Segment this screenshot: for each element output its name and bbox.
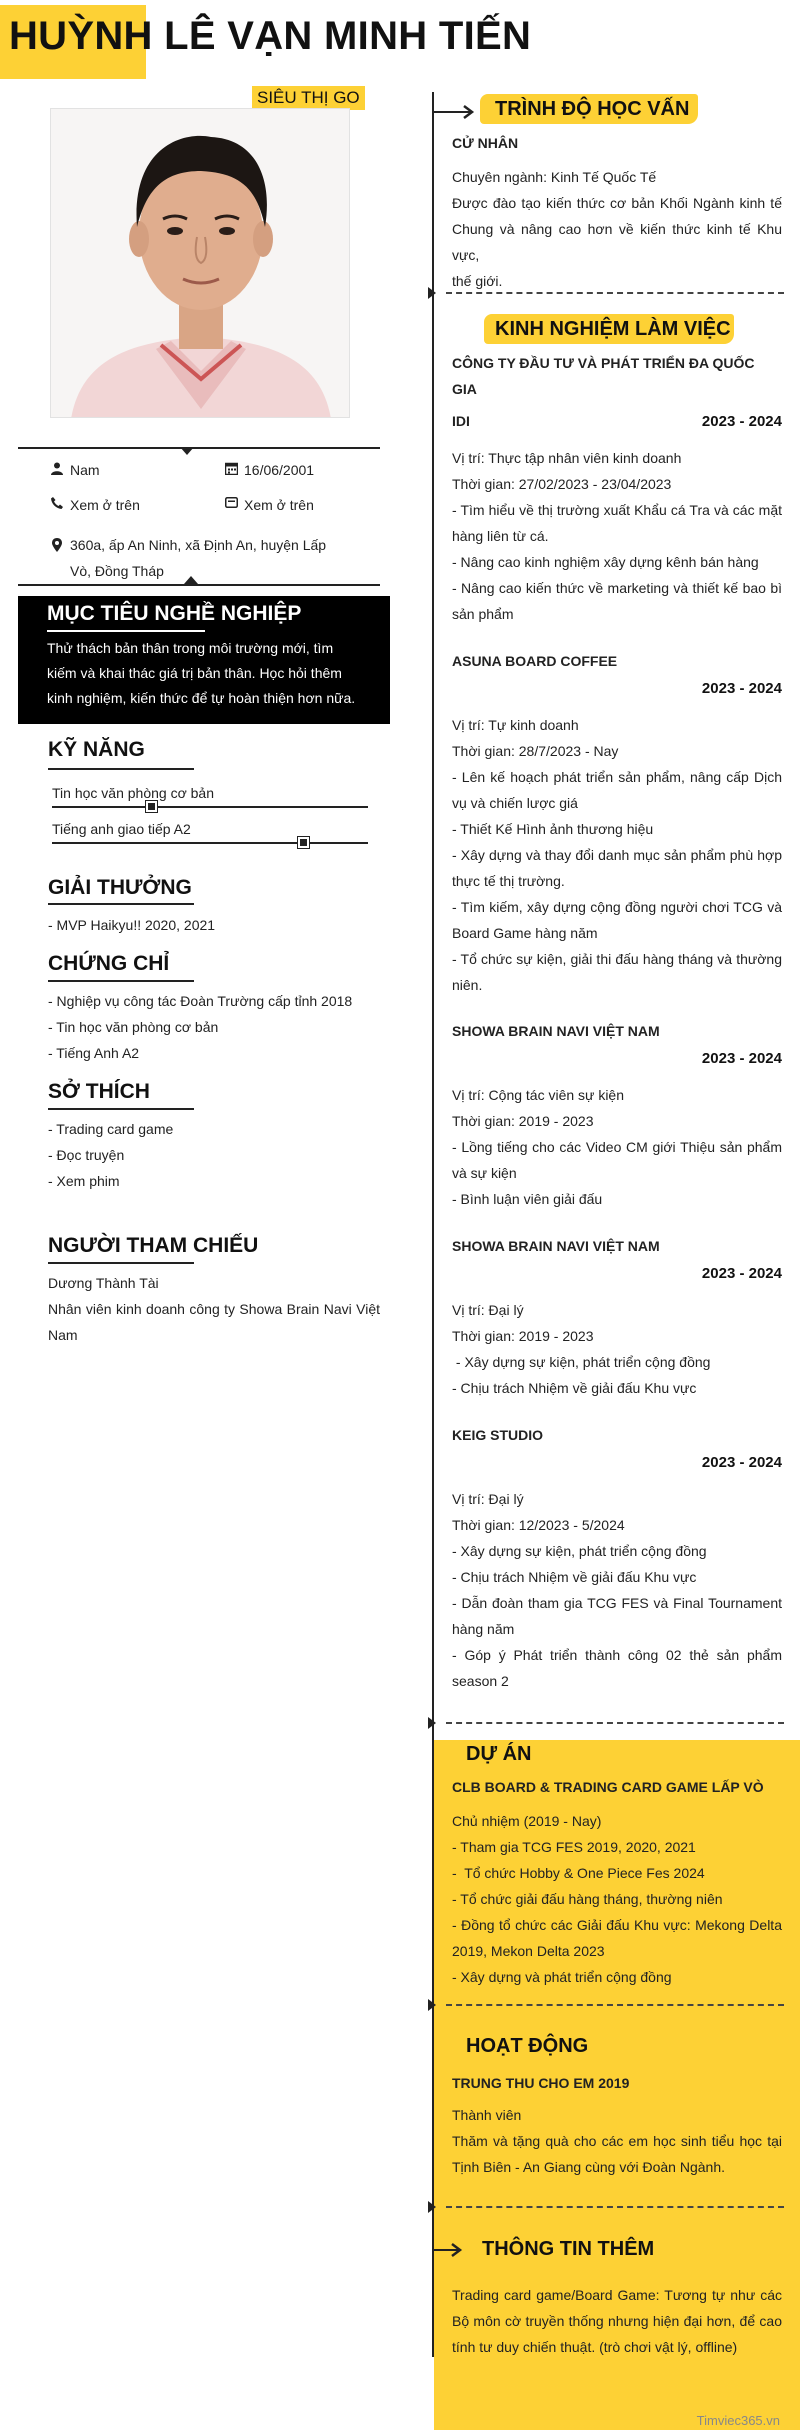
hobby-item: - Đọc truyện: [48, 1147, 125, 1163]
job-line: - Xây dựng sự kiện, phát triển cộng đồng: [452, 1543, 707, 1559]
project-line: - Tham gia TCG FES 2019, 2020, 2021: [452, 1839, 696, 1855]
title-underline: [47, 630, 205, 632]
job-line: - Lên kế hoạch phát triển sản phẩm, nâng cấp Dịch: [452, 769, 782, 785]
divider-arrow: [180, 447, 194, 455]
job-line: - Lồng tiếng cho các Video CM giới Thiệu sản phẩm: [452, 1139, 782, 1155]
more-info-text: [452, 2282, 782, 2360]
watermark: Timviec365.vn: [696, 2413, 780, 2428]
reference-line: Nam: [48, 1327, 78, 1343]
job-line: - Góp ý Phát triển thành công 02 thẻ sản phẩm: [452, 1647, 782, 1663]
reference-line: Nhân viên kinh doanh công ty Showa Brain Navi Việt: [48, 1301, 380, 1317]
hobby-item: - Xem phim: [48, 1173, 120, 1189]
activities-title: HOẠT ĐỘNG: [466, 2035, 589, 2057]
hobby-item: - Trading card game: [48, 1121, 174, 1137]
gender-value: Nam: [70, 462, 100, 478]
activity-line: Thăm và tặng quà cho các em học sinh tiểu học tại: [452, 2133, 782, 2149]
job-line: thực tế thị trường.: [452, 873, 565, 889]
job-line: Thời gian: 28/7/2023 - Nay: [452, 743, 619, 759]
project-line: Chủ nhiệm (2019 - Nay): [452, 1813, 602, 1829]
experience-title: KINH NGHIỆM LÀM VIỆC: [495, 318, 731, 340]
job-line: vụ và chiến lược giá: [452, 795, 578, 811]
dashed-divider: [446, 2206, 784, 2208]
timeline-marker: [428, 1717, 436, 1729]
job-line: season 2: [452, 1673, 509, 1689]
projects-title: DỰ ÁN: [466, 1743, 532, 1765]
divider-arrow: [184, 576, 198, 584]
timeline-line: [432, 92, 434, 2357]
skill-level-marker: [298, 837, 309, 848]
skill-label: Tiếng anh giao tiếp A2: [52, 821, 191, 837]
activity-line: Thành viên: [452, 2107, 522, 2123]
certificate-item: - Tin học văn phòng cơ bản: [48, 1019, 219, 1035]
more-info-line: Bộ môn cờ truyền thống nhưng hiện đại hơn, để cao: [452, 2313, 782, 2329]
objective-text: [47, 636, 377, 711]
more-info-line: Trading card game/Board Game: Tương tự như các: [452, 2287, 782, 2303]
project-details: [452, 1808, 782, 1990]
job-line: và sự kiện: [452, 1165, 517, 1181]
job-line: - Bình luận viên giải đấu: [452, 1191, 603, 1207]
description-line: Chung và nâng cao hơn về kiến thức kinh tế Khu vực,: [452, 221, 782, 263]
job-line: - Tổ chức sự kiện, giải thi đấu hàng tháng và thường: [452, 951, 782, 967]
reference-position: [48, 1296, 380, 1348]
job-line: Vị trí: Đại lý: [452, 1302, 524, 1318]
hobbies-title: SỞ THÍCH: [48, 1080, 150, 1103]
job-details: [452, 1082, 782, 1212]
career-objective-section: [18, 596, 390, 724]
phone-row: [44, 497, 140, 513]
title-underline: [48, 768, 194, 770]
phone-value: Xem ở trên: [70, 497, 140, 513]
job-line: Thời gian: 2019 - 2023: [452, 1328, 594, 1344]
job-company: ASUNA BOARD COFFEE: [452, 653, 618, 669]
email-value: Xem ở trên: [244, 497, 314, 513]
job-line: - Nâng cao kinh nghiệm xây dựng kênh bán hàng: [452, 554, 759, 570]
project-line: - Tổ chức giải đấu hàng tháng, thường niên: [452, 1891, 723, 1907]
job-line: - Thiết Kế Hình ảnh thương hiệu: [452, 821, 654, 837]
job-line: - Xây dựng sự kiện, phát triển cộng đồng: [452, 1354, 711, 1370]
activity-name: TRUNG THU CHO EM 2019: [452, 2075, 630, 2091]
job-company: SHOWA BRAIN NAVI VIỆT NAM: [452, 1238, 660, 1254]
reference-name: Dương Thành Tài: [48, 1275, 159, 1291]
arrow-right-icon: [432, 2242, 464, 2258]
certificate-item: - Nghiệp vụ công tác Đoàn Trường cấp tỉnh 2018: [48, 993, 353, 1009]
objective-title: MỤC TIÊU NGHỀ NGHIỆP: [47, 602, 302, 625]
person-portrait-icon: [51, 109, 350, 418]
job-line: Board Game hàng năm: [452, 925, 598, 941]
email-row: [218, 497, 314, 513]
title-underline: [48, 980, 194, 982]
job-line: sản phẩm: [452, 606, 514, 622]
timeline-marker: [428, 287, 436, 299]
job-line: - Chịu trách Nhiệm về giải đấu Khu vực: [452, 1380, 697, 1396]
address-line-1: 360a, ấp An Ninh, xã Định An, huyện Lấp: [70, 537, 327, 553]
project-line: - Tổ chức Hobby & One Piece Fes 2024: [452, 1865, 705, 1881]
job-line: - Xây dựng và thay đổi danh mục sản phẩm phù hợp: [452, 847, 782, 863]
job-line: Vị trí: Thực tập nhân viên kinh doanh: [452, 450, 682, 466]
description-line: Được đào tạo kiến thức cơ bản Khối Ngành kinh tế: [452, 195, 782, 211]
description-line: thế giới.: [452, 273, 503, 289]
dashed-divider: [446, 292, 784, 294]
skills-title: KỸ NĂNG: [48, 738, 145, 761]
envelope-icon: [218, 497, 244, 508]
job-line: - Tìm kiếm, xây dựng cộng đồng người chơi TCG và: [452, 899, 782, 915]
job-years: 2023 - 2024: [701, 1454, 782, 1471]
education-description: [452, 190, 782, 294]
skill-bar: [52, 842, 368, 844]
title-underline: [48, 1108, 194, 1110]
job-years: 2023 - 2024: [701, 680, 782, 697]
job-line: niên.: [452, 977, 483, 993]
objective-line: kinh nghiệm, kiến thức để tự hoàn thiện hơn nữa.: [47, 690, 356, 706]
education-degree: CỬ NHÂN: [452, 135, 519, 151]
education-major: Chuyên ngành: Kinh Tế Quốc Tế: [452, 169, 657, 185]
job-line: Vị trí: Cộng tác viên sự kiện: [452, 1087, 624, 1103]
phone-icon: [44, 497, 70, 509]
job-line: Vị trí: Tự kinh doanh: [452, 717, 579, 733]
target-position: SIÊU THỊ GO: [252, 86, 365, 110]
address-line-2: Vò, Đồng Tháp: [70, 563, 164, 579]
objective-line: Thử thách bản thân trong môi trường mới, tìm: [47, 640, 334, 656]
objective-line: kiếm và khai thác giá trị bản thân. Học hỏi thêm: [47, 665, 342, 681]
profile-photo: [50, 108, 350, 418]
timeline-marker: [428, 2201, 436, 2213]
project-line: - Xây dựng và phát triển cộng đồng: [452, 1969, 672, 1985]
job-details: [452, 1486, 782, 1694]
gender-row: [44, 462, 100, 478]
job-details: [452, 712, 782, 998]
education-title: TRÌNH ĐỘ HỌC VẤN: [495, 98, 690, 120]
job-details: [452, 445, 782, 627]
project-line: - Đồng tổ chức các Giải đấu Khu vực: Mekong Delta: [452, 1917, 782, 1933]
dashed-divider: [446, 2004, 784, 2006]
title-underline: [48, 903, 194, 905]
more-info-title: THÔNG TIN THÊM: [482, 2238, 655, 2260]
job-details: [452, 1297, 782, 1401]
project-name: CLB BOARD & TRADING CARD GAME LẤP VÒ: [452, 1779, 764, 1795]
reference-title: NGƯỜI THAM CHIẾU: [48, 1234, 259, 1257]
job-years: 2023 - 2024: [701, 413, 782, 430]
job-line: hàng liên từ cá.: [452, 528, 549, 544]
job-years: 2023 - 2024: [701, 1265, 782, 1282]
certificates-title: CHỨNG CHỈ: [48, 952, 170, 975]
job-line: Thời gian: 2019 - 2023: [452, 1113, 594, 1129]
title-underline: [48, 1262, 194, 1264]
dashed-divider: [446, 1722, 784, 1724]
company-name-line: CÔNG TY ĐẦU TƯ VÀ PHÁT TRIỂN ĐA QUỐC GIA: [452, 355, 755, 397]
job-company: SHOWA BRAIN NAVI VIỆT NAM: [452, 1023, 660, 1039]
birthday-value: 16/06/2001: [244, 462, 315, 478]
header: [0, 0, 800, 80]
divider: [18, 584, 380, 586]
calendar-icon: [218, 462, 244, 475]
timeline-marker: [428, 1999, 436, 2011]
job-line: - Chịu trách Nhiệm về giải đấu Khu vực: [452, 1569, 697, 1585]
skill-bar: [52, 806, 368, 808]
project-line: 2019, Mekon Delta 2023: [452, 1943, 605, 1959]
awards-title: GIẢI THƯỞNG: [48, 876, 192, 899]
arrow-right-icon: [432, 104, 476, 120]
job-line: - Dẫn đoàn tham gia TCG FES và Final Tournament: [452, 1595, 782, 1611]
skill-label: Tin học văn phòng cơ bản: [52, 785, 214, 801]
job-line: Thời gian: 12/2023 - 5/2024: [452, 1517, 625, 1533]
skill-level-marker: [146, 801, 157, 812]
job-line: - Tìm hiểu về thị trường xuất Khẩu cá Tra và các mặt: [452, 502, 782, 518]
company-name-line: IDI: [452, 413, 470, 429]
award-item: - MVP Haikyu!! 2020, 2021: [48, 917, 216, 933]
job-years: 2023 - 2024: [701, 1050, 782, 1067]
activity-line: Tịnh Biên - An Giang cùng với Đoàn Ngành.: [452, 2159, 726, 2175]
more-info-line: tính tư duy chiến thuật. (trò chơi vật lý, offline): [452, 2339, 738, 2355]
candidate-name: HUỲNH LÊ VẠN MINH TIẾN: [9, 14, 532, 58]
activity-details: [452, 2102, 782, 2180]
job-line: Thời gian: 27/02/2023 - 23/04/2023: [452, 476, 672, 492]
divider: [18, 447, 380, 449]
map-pin-icon: [44, 532, 70, 552]
job-line: hàng năm: [452, 1621, 515, 1637]
job-line: Vị trí: Đại lý: [452, 1491, 524, 1507]
job-line: - Nâng cao kiến thức về marketing và thiết kế bao bì: [452, 580, 782, 596]
birthday-row: [218, 462, 314, 478]
user-icon: [44, 462, 70, 475]
job-company: KEIG STUDIO: [452, 1427, 544, 1443]
certificate-item: - Tiếng Anh A2: [48, 1045, 140, 1061]
